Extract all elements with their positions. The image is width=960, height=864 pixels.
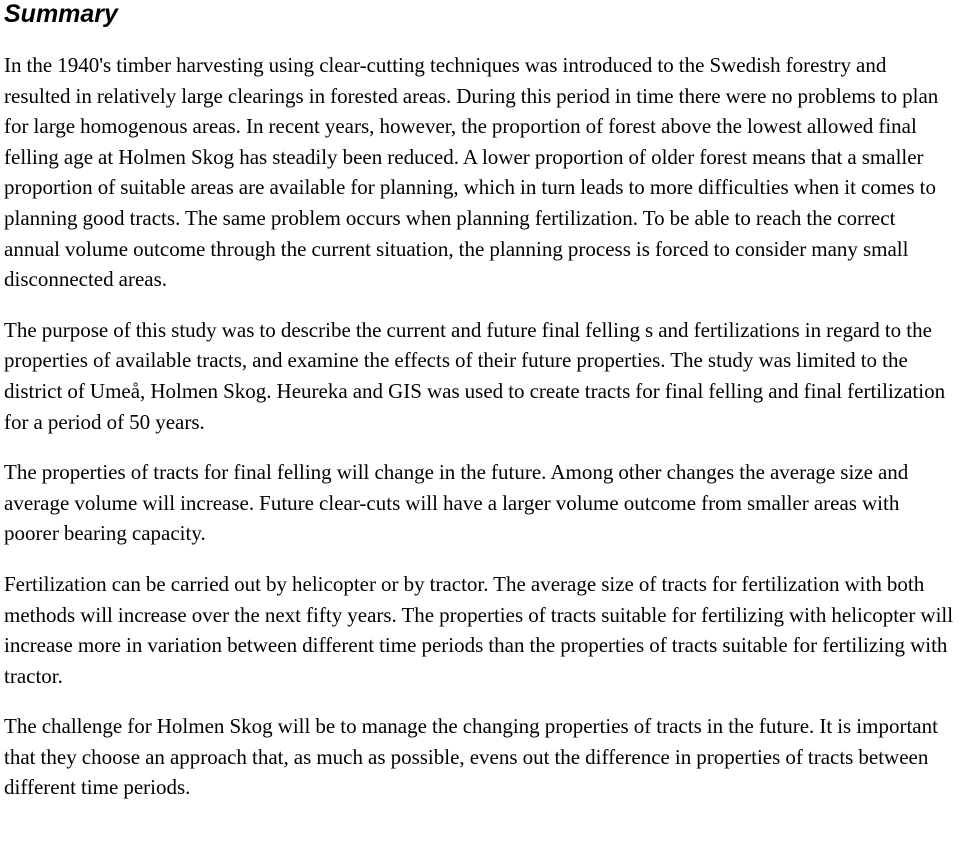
paragraph-background: In the 1940's timber harvesting using clear-cutting techniques was introduced to the Swedish forestry and resulted in relatively large clearings in forested areas. During this period in time there were no problems to plan for large homogenous areas. In recent years, however, the proportion of forest above the lowest allowed final felling age at Holmen Skog has steadily been reduced. A lower proportion of older forest means that a smaller proportion of suitable areas are available for planning, which in turn leads to more difficulties when it comes to planning good tracts. The same problem occurs when planning fertilization. To be able to reach the correct annual volume outcome through the current situation, the planning process is forced to consider many small disconnected areas.: [4, 53, 939, 292]
paragraph-challenge: The challenge for Holmen Skog will be to manage the changing properties of tracts in the future. It is important that they choose an approach that, as much as possible, evens out the difference in properties of tracts between different time periods.: [4, 714, 938, 800]
paragraph-purpose: The purpose of this study was to describe the current and future final felling s and fertilizations in regard to the properties of available tracts, and examine the effects of their future properties. The study was limited to the district of Umeå, Holmen Skog. Heureka and GIS was used to create tracts for final felling and final fertilization for a period of 50 years.: [4, 317, 946, 434]
paragraph-fertilization: Fertilization can be carried out by helicopter or by tractor. The average size of tracts for fertilization with both methods will increase over the next fifty years. The properties of tracts suitable for fertilizing with helicopter will increase more in variation between different time periods than the properties of tracts suitable for fertilizing with tractor.: [4, 571, 954, 688]
paragraph-final-felling: The properties of tracts for final felling will change in the future. Among other changes the average size and average volume will increase. Future clear-cuts will have a larger volume outcome from smaller areas with poorer bearing capacity.: [4, 460, 909, 546]
section-heading: Summary: [4, 0, 118, 28]
summary-document: [4, 0, 956, 803]
